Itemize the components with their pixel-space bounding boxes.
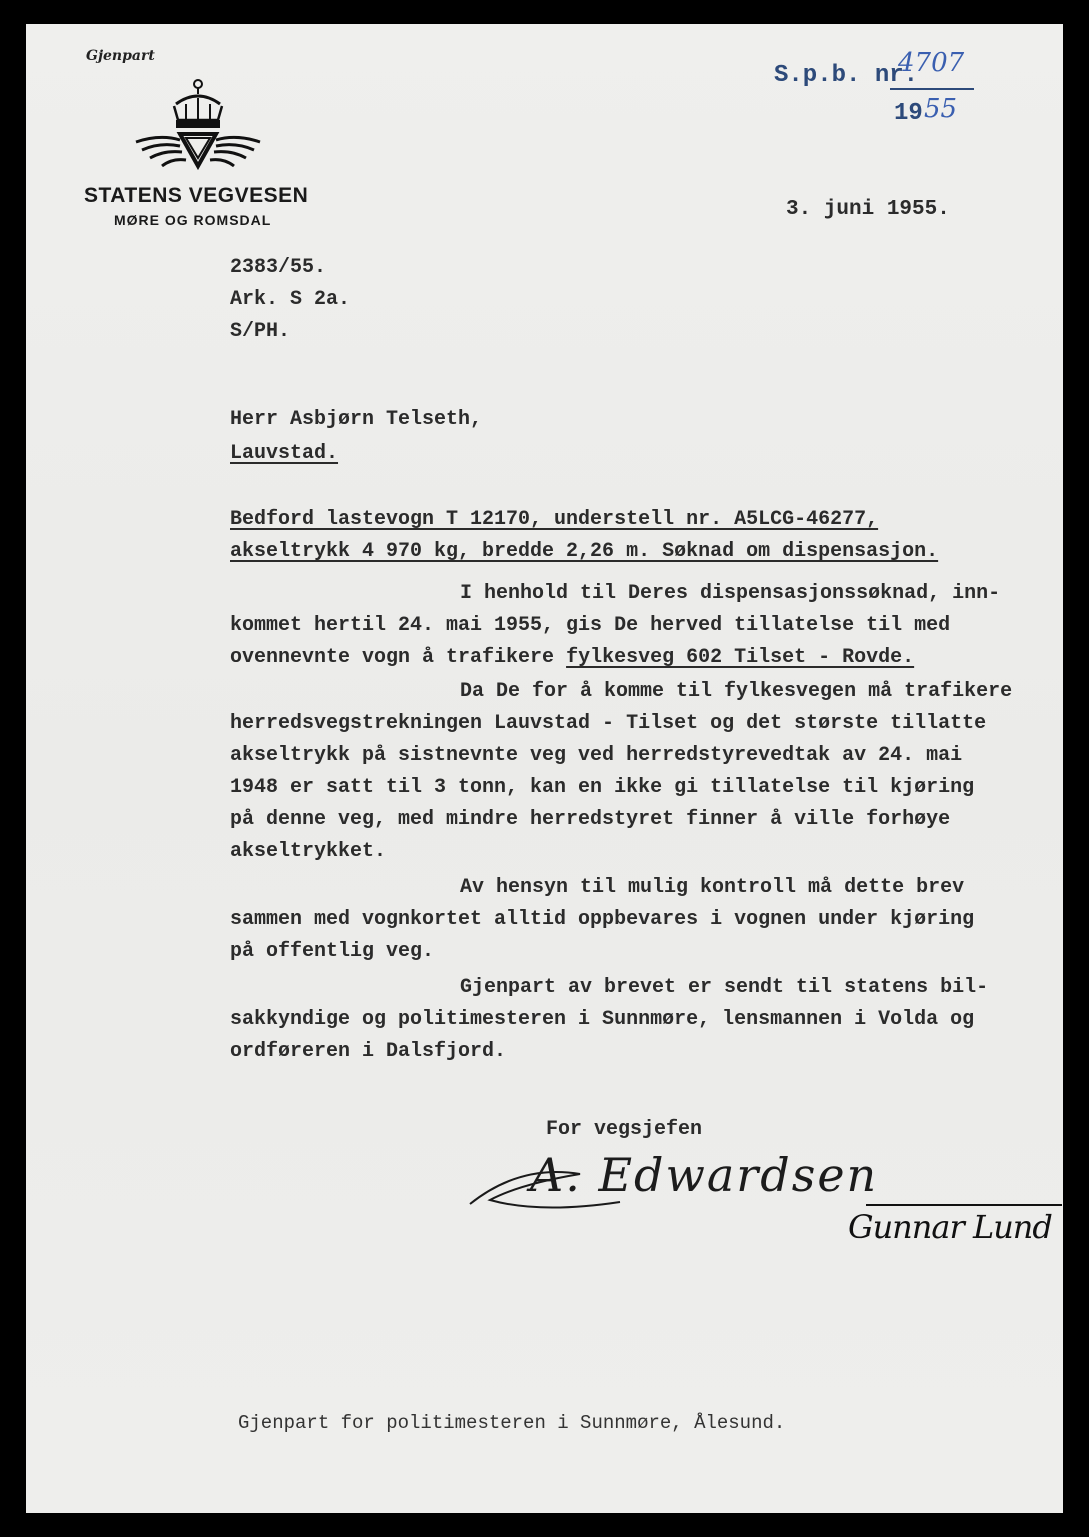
letter-page (26, 24, 1063, 1513)
body-line: 1948 er satt til 3 tonn, kan en ikke gi tillatelse til kjøring (230, 776, 975, 799)
stamp-label: S.p.b. nr. (774, 62, 919, 89)
body-line: akseltrykk på sistnevnte veg ved herredstyrevedtak av 24. mai (230, 744, 963, 767)
body-line: akseltrykket. (230, 840, 387, 863)
body-line: sammen med vognkortet alltid oppbevares i vognen under kjøring (230, 908, 975, 931)
stamp-divider (890, 88, 974, 90)
body-line-text: ovennevnte vogn å trafikere (230, 646, 567, 669)
body-line: kommet hertil 24. mai 1955, gis De herved tillatelse til med (230, 614, 951, 637)
route-highlight: fylkesveg 602 Tilset - Rovde. (566, 646, 915, 669)
body-line: sakkyndige og politimesteren i Sunnmøre, lensmannen i Volda og (230, 1008, 975, 1031)
subject-line-1: Bedford lastevogn T 12170, understell nr. A5LCG-46277, (230, 508, 879, 531)
signature-second-name: Gunnar Lund (848, 1208, 1052, 1246)
body-line (230, 646, 914, 669)
archive-code: Ark. S 2a. (230, 288, 351, 311)
closing: For vegsjefen (546, 1118, 703, 1141)
journal-number: 2383/55. (230, 256, 327, 279)
recipient-name: Herr Asbjørn Telseth, (230, 408, 483, 431)
initials: S/PH. (230, 320, 291, 343)
org-region: MØRE OG ROMSDAL (114, 212, 272, 228)
stamp-number: 4707 (898, 48, 965, 78)
body-line: herredsvegstrekningen Lauvstad - Tilset og det største tillatte (230, 712, 987, 735)
body-line: I henhold til Deres dispensasjonssøknad, inn- (460, 582, 1001, 605)
body-line: Av hensyn til mulig kontroll må dette brev (460, 876, 965, 899)
subject-line-2: akseltrykk 4 970 kg, bredde 2,26 m. Søknad om dispensasjon. (230, 540, 939, 563)
letter-date: 3. juni 1955. (786, 198, 950, 221)
body-line: på denne veg, med mindre herredstyret finner å ville forhøye (230, 808, 951, 831)
body-line: Da De for å komme til fylkesvegen må trafikere (460, 680, 1013, 703)
org-name: STATENS VEGVESEN (84, 184, 309, 207)
stamp-year-prefix: 19 (894, 100, 923, 127)
signature-first-name: A. Edwardsen (530, 1148, 879, 1202)
signature-line (866, 1204, 1062, 1206)
recipient-place: Lauvstad. (230, 442, 339, 465)
copy-note: Gjenpart for politimesteren i Sunnmøre, Ålesund. (238, 1412, 786, 1434)
body-line: på offentlig veg. (230, 940, 435, 963)
gjenpart-label: Gjenpart (86, 48, 155, 64)
stamp-year-suffix: 55 (924, 94, 958, 124)
body-line: ordføreren i Dalsfjord. (230, 1040, 507, 1063)
crowned-winged-wheel-emblem-icon (130, 76, 266, 186)
body-line: Gjenpart av brevet er sendt til statens bil- (460, 976, 989, 999)
reference-stamp (774, 48, 984, 136)
